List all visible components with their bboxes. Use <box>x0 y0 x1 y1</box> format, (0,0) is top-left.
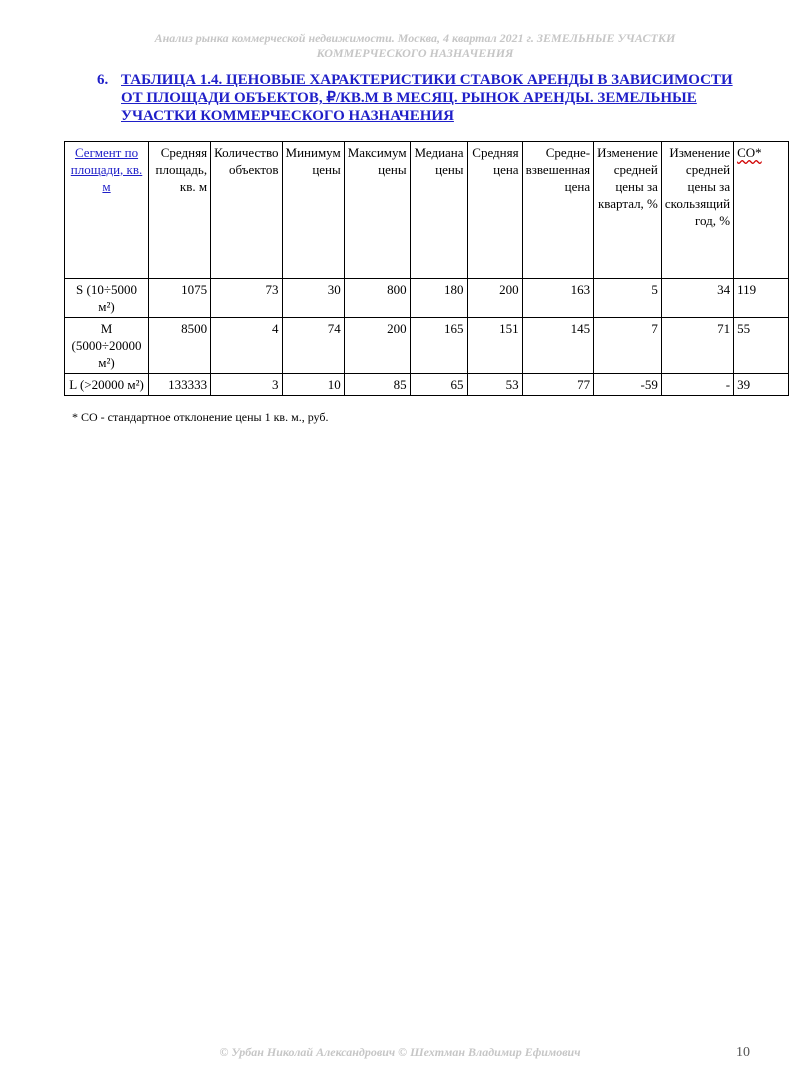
cell-std-dev: 39 <box>734 374 789 396</box>
header-avg-price: Средняя цена <box>467 142 522 279</box>
header-year-change: Изменение средней цены за скользящий год, % <box>661 142 733 279</box>
section-title[interactable]: ТАБЛИЦА 1.4. ЦЕНОВЫЕ ХАРАКТЕРИСТИКИ СТАВОК АРЕНДЫ В ЗАВИСИМОСТИ ОТ ПЛОЩАДИ ОБЪЕКТОВ, ₽/КВ.М В МЕСЯЦ. РЫНОК АРЕНДЫ. ЗЕМЕЛЬНЫЕ УЧАСТКИ КОММЕРЧЕСКОГО НАЗНАЧЕНИЯ <box>121 72 733 124</box>
table-row <box>65 374 789 396</box>
cell-max: 200 <box>344 318 410 374</box>
page-number: 10 <box>736 1045 750 1060</box>
cell-quarter-change: 5 <box>594 279 662 318</box>
table-row <box>65 279 789 318</box>
cell-avg-area: 1075 <box>149 279 211 318</box>
cell-std-dev: 55 <box>734 318 789 374</box>
header-weighted-price: Средне-взвешенная цена <box>522 142 594 279</box>
header-median-price: Медиана цены <box>410 142 467 279</box>
cell-count: 3 <box>211 374 282 396</box>
cell-median: 180 <box>410 279 467 318</box>
cell-median: 165 <box>410 318 467 374</box>
cell-quarter-change: 7 <box>594 318 662 374</box>
header-max-price: Максимум цены <box>344 142 410 279</box>
cell-std-dev: 119 <box>734 279 789 318</box>
cell-min: 30 <box>282 279 344 318</box>
header-std-dev: СО* <box>734 142 789 279</box>
header-count: Количество объектов <box>211 142 282 279</box>
cell-quarter-change: -59 <box>594 374 662 396</box>
cell-avg: 200 <box>467 279 522 318</box>
cell-avg-area: 133333 <box>149 374 211 396</box>
table-row <box>65 318 789 374</box>
cell-median: 65 <box>410 374 467 396</box>
running-header <box>100 31 730 61</box>
cell-year-change: 71 <box>661 318 733 374</box>
cell-weighted: 77 <box>522 374 594 396</box>
cell-segment: L (>20000 м²) <box>65 374 149 396</box>
header-avg-area: Средняя площадь, кв. м <box>149 142 211 279</box>
section-heading <box>97 71 737 125</box>
cell-max: 85 <box>344 374 410 396</box>
cell-year-change: 34 <box>661 279 733 318</box>
cell-weighted: 145 <box>522 318 594 374</box>
footer-authors: © Урбан Николай Александрович © Шехтман Владимир Ефимович <box>219 1045 581 1059</box>
cell-count: 4 <box>211 318 282 374</box>
cell-year-change: - <box>661 374 733 396</box>
cell-avg: 53 <box>467 374 522 396</box>
cell-count: 73 <box>211 279 282 318</box>
section-number: 6. <box>97 72 109 88</box>
cell-segment: S (10÷5000 м²) <box>65 279 149 318</box>
running-header-line-2: КОММЕРЧЕСКОГО НАЗНАЧЕНИЯ <box>316 46 514 60</box>
header-min-price: Минимум цены <box>282 142 344 279</box>
cell-max: 800 <box>344 279 410 318</box>
cell-segment: M (5000÷20000 м²) <box>65 318 149 374</box>
cell-min: 74 <box>282 318 344 374</box>
running-header-line-1: Анализ рынка коммерческой недвижимости. Москва, 4 квартал 2021 г. ЗЕМЕЛЬНЫЕ УЧАСТКИ <box>154 31 676 45</box>
table-header-row <box>65 142 789 279</box>
cell-avg: 151 <box>467 318 522 374</box>
cell-avg-area: 8500 <box>149 318 211 374</box>
footnote: * СО - стандартное отклонение цены 1 кв. м., руб. <box>72 410 329 424</box>
header-quarter-change: Изменение средней цены за квартал, % <box>594 142 662 279</box>
rent-price-table <box>64 141 789 396</box>
header-segment[interactable]: Сегмент по площади, кв. м <box>65 142 149 279</box>
cell-weighted: 163 <box>522 279 594 318</box>
cell-min: 10 <box>282 374 344 396</box>
